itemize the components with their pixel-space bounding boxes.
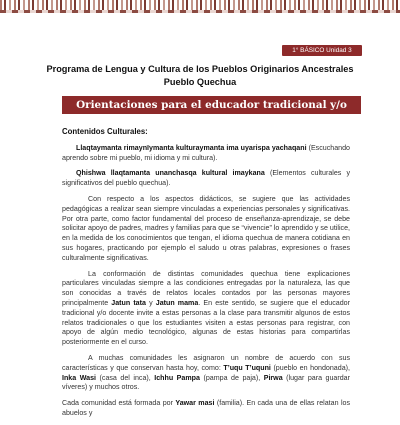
desc-inka-wasi: (casa del inca),: [96, 373, 155, 382]
people-title: Pueblo Quechua: [163, 77, 237, 87]
item2-translation: (Elementos culturales y significativos del pueblo quechua).: [62, 169, 351, 188]
term-yawar-masi: Yawar masi: [175, 399, 215, 408]
para2-text-a: La conformación de distintas comunidades quechua tiene explicaciones particulares vinculadas siempre a las condiciones entregadas por la naturaleza, las que son conocidas a través de relatos locales contados por las personas mayores principalmente: [62, 269, 350, 307]
paragraph-family: [62, 399, 350, 419]
name-pirwa: Pirwa: [263, 373, 283, 382]
cultural-content-item-2: [62, 169, 350, 189]
desc-tuqu-tuquni: (pueblo en hondonada),: [270, 363, 350, 372]
section-banner: Orientaciones para el educador tradicional y/o docente: [62, 96, 361, 114]
para4-text-a: Cada comunidad está formada por: [62, 399, 176, 408]
name-tuqu-tuquni: T’uqu T’uquni: [223, 363, 271, 372]
para2-and: y: [145, 298, 156, 307]
term-jatun-tata: Jatun tata: [111, 298, 146, 307]
desc-pirwa: (lugar para guardar víveres) y muchos otros.: [62, 373, 350, 392]
name-ichhu-pampa: Ichhu Pampa: [154, 373, 200, 382]
cultural-content-item-1: [62, 144, 350, 164]
desc-ichhu-pampa: (pampa de paja),: [199, 373, 264, 382]
para4-text-c: (familia). En cada una de ellas relatan los abuelos y: [62, 399, 351, 417]
item1-translation: (Escuchando aprendo sobre mi pueblo, mi idioma y mi cultura).: [62, 143, 350, 162]
document-content: [62, 123, 350, 425]
grade-unit-badge: 1° BÁSICO Unidad 3: [282, 45, 362, 56]
cultural-contents-heading: Contenidos Culturales:: [62, 127, 148, 136]
paragraph-didactic: Con respecto a los aspectos didácticos, se sugiere que las actividades pedagógicas a realizar sean siempre vinculadas a experiencias personales y significativas. Por otra parte, como factor fundamental del proceso de enseñanza-aprendizaje, se debe solicitar apoyo de padres, madres y familias para que se “vivencie” lo aprendido y se utilice, en la medida de los conocimientos que tengan, el idioma quechua de manera cotidiana en sus hogares, practicando por ejemplo el saludo u otras palabras, expresiones o frases culturalmente significativas.: [62, 194, 350, 262]
item1-quechua: Llaqtaymanta rimaynïymanta kulturaymanta ima uyarispa yachaqani: [76, 143, 307, 152]
para2-text-c: . En este sentido, se sugiere que el educador tradicional y/o docente invite a estas personas a la clase para transmitir algunos de estos relatos tradicionales o que los estudiantes visiten a estas personas para registrar, con apoyo de algún medio tecnológico, algunas de estas historias para compartirlas posteriormente en el curso.: [62, 298, 350, 347]
para3-text-a: A muchas comunidades les asignaron un nombre de acuerdo con sus características y que conservan hasta hoy, como:: [62, 353, 350, 372]
term-jatun-mama: Jatun mama: [155, 298, 199, 307]
program-title: Programa de Lengua y Cultura de los Pueblos Originarios Ancestrales: [46, 64, 354, 74]
item2-quechua: Qhishwa llaqtamanta unanchasqa kultural imaykana: [76, 169, 265, 178]
top-decorative-band: [0, 0, 400, 13]
name-inka-wasi: Inka Wasi: [62, 373, 97, 382]
paragraph-community-names: [62, 354, 350, 393]
paragraph-communities: [62, 270, 350, 348]
